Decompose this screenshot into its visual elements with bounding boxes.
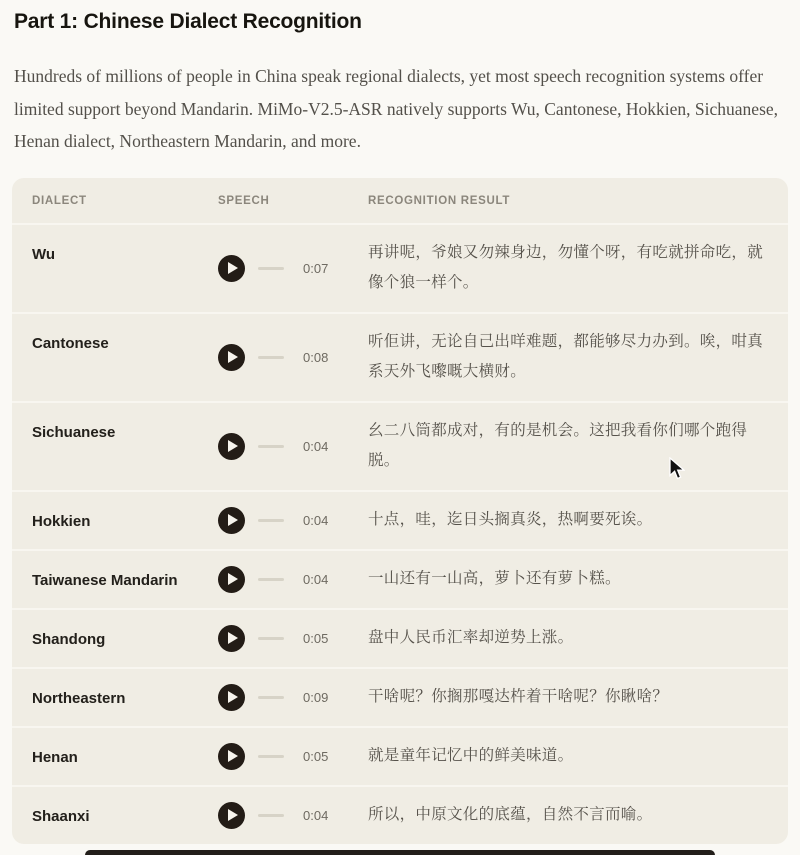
play-icon xyxy=(228,632,238,644)
audio-duration-label: 0:04 xyxy=(303,513,329,528)
table-row xyxy=(12,726,788,785)
recognition-result-text: 一山还有一山高，萝卜还有萝卜糕。 xyxy=(368,570,621,587)
audio-progress-track[interactable] xyxy=(258,696,284,699)
table-row xyxy=(12,785,788,844)
page-title: Part 1: Chinese Dialect Recognition xyxy=(14,10,362,33)
audio-duration-label: 0:04 xyxy=(303,808,329,823)
play-icon xyxy=(228,440,238,452)
play-icon xyxy=(228,750,238,762)
dialect-name: Shaanxi xyxy=(32,808,90,825)
audio-duration-label: 0:08 xyxy=(303,350,329,365)
audio-progress-track[interactable] xyxy=(258,755,284,758)
recognition-result-text: 听佢讲，无论自己出咩难题，都能够尽力办到。唉，咁真系天外飞嚟嘅大横财。 xyxy=(368,333,764,380)
play-button[interactable] xyxy=(218,743,245,770)
play-button[interactable] xyxy=(218,625,245,652)
audio-progress-track[interactable] xyxy=(258,637,284,640)
audio-progress-track[interactable] xyxy=(258,267,284,270)
play-icon xyxy=(228,351,238,363)
play-icon xyxy=(228,809,238,821)
table-row xyxy=(12,223,788,312)
dialect-name: Taiwanese Mandarin xyxy=(32,572,178,589)
audio-progress-track[interactable] xyxy=(258,356,284,359)
intro-paragraph: Hundreds of millions of people in China speak regional dialects, yet most speech recognition systems offer limited support beyond Mandarin. MiMo-V2.5-ASR natively supports Wu, Cantonese, Hokkien, Sichuanese, Henan dialect, Northeastern Mandarin, and more. xyxy=(14,66,779,151)
recognition-result-text: 所以，中原文化的底蕴，自然不言而喻。 xyxy=(368,806,653,823)
table-row xyxy=(12,312,788,401)
play-button[interactable] xyxy=(218,344,245,371)
play-button[interactable] xyxy=(218,566,245,593)
audio-player xyxy=(218,255,368,282)
audio-progress-track[interactable] xyxy=(258,814,284,817)
audio-player xyxy=(218,433,368,460)
recognition-result-text: 就是童年记忆中的鲜美味道。 xyxy=(368,747,574,764)
play-icon xyxy=(228,691,238,703)
audio-duration-label: 0:04 xyxy=(303,439,329,454)
play-button[interactable] xyxy=(218,507,245,534)
play-icon xyxy=(228,262,238,274)
dialect-name: Cantonese xyxy=(32,335,109,352)
dialect-name: Henan xyxy=(32,749,78,766)
audio-progress-track[interactable] xyxy=(258,519,284,522)
audio-duration-label: 0:07 xyxy=(303,261,329,276)
dialect-name: Hokkien xyxy=(32,513,91,530)
dialect-name: Shandong xyxy=(32,631,106,648)
play-button[interactable] xyxy=(218,802,245,829)
play-button[interactable] xyxy=(218,433,245,460)
play-icon xyxy=(228,573,238,585)
audio-player xyxy=(218,743,368,770)
next-section-top-edge xyxy=(85,850,715,855)
play-button[interactable] xyxy=(218,684,245,711)
audio-player xyxy=(218,802,368,829)
table-row xyxy=(12,401,788,490)
recognition-result-text: 幺二八筒都成对，有的是机会。这把我看你们哪个跑得脱。 xyxy=(368,422,748,469)
recognition-result-text: 盘中人民币汇率却逆势上涨。 xyxy=(368,629,574,646)
dialect-name: Sichuanese xyxy=(32,424,116,441)
dialect-table xyxy=(12,178,788,844)
audio-progress-track[interactable] xyxy=(258,578,284,581)
column-header-dialect: DIALECT xyxy=(32,194,87,207)
table-row xyxy=(12,667,788,726)
audio-duration-label: 0:05 xyxy=(303,749,329,764)
play-button[interactable] xyxy=(218,255,245,282)
column-header-recognition-result: RECOGNITION RESULT xyxy=(368,194,511,207)
dialect-name: Wu xyxy=(32,246,56,263)
audio-player xyxy=(218,625,368,652)
recognition-result-text: 再讲呢，爷娘又勿辣身边，勿懂个呀，有吃就拼命吃，就像个狼一样个。 xyxy=(368,244,764,291)
audio-duration-label: 0:04 xyxy=(303,572,329,587)
table-row xyxy=(12,549,788,608)
table-header-row xyxy=(12,178,788,223)
audio-duration-label: 0:05 xyxy=(303,631,329,646)
play-icon xyxy=(228,514,238,526)
recognition-result-text: 干啥呢？你搁那嘎达杵着干啥呢？你瞅啥？ xyxy=(368,688,669,705)
audio-player xyxy=(218,566,368,593)
table-row xyxy=(12,490,788,549)
column-header-speech: SPEECH xyxy=(218,194,270,207)
table-row xyxy=(12,608,788,667)
content-section xyxy=(0,0,800,158)
audio-player xyxy=(218,507,368,534)
audio-duration-label: 0:09 xyxy=(303,690,329,705)
audio-player xyxy=(218,344,368,371)
audio-progress-track[interactable] xyxy=(258,445,284,448)
recognition-result-text: 十点，哇，迄日头搁真炎，热啊要死诶。 xyxy=(368,511,653,528)
dialect-name: Northeastern xyxy=(32,690,126,707)
table-body xyxy=(12,223,788,844)
audio-player xyxy=(218,684,368,711)
